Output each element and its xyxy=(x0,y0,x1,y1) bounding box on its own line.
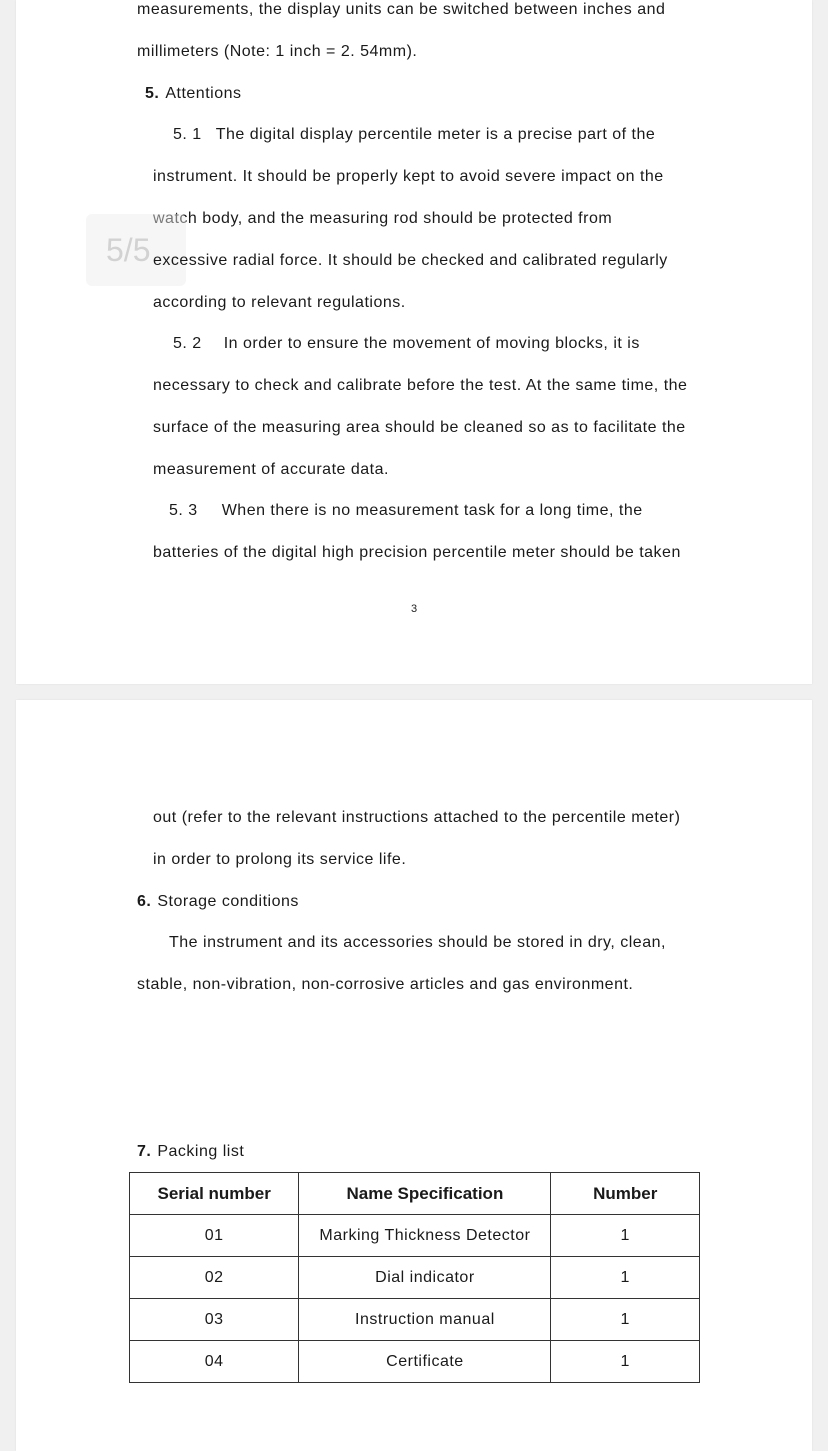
table-header-row xyxy=(130,1173,700,1215)
section-number: 6. xyxy=(137,893,152,910)
table-cell: 1 xyxy=(551,1341,700,1383)
table-cell: 02 xyxy=(130,1257,299,1299)
text-line: surface of the measuring area should be cleaned so as to facilitate the xyxy=(153,419,686,436)
text-line: according to relevant regulations. xyxy=(153,294,406,311)
text-line: millimeters (Note: 1 inch = 2. 54mm). xyxy=(137,43,418,60)
section-5-heading xyxy=(145,84,242,104)
text-line: measurement of accurate data. xyxy=(153,461,389,478)
column-header: Name Specification xyxy=(299,1173,551,1215)
section-6-heading xyxy=(137,892,299,912)
table-cell: Marking Thickness Detector xyxy=(299,1215,551,1257)
table-row xyxy=(130,1341,700,1383)
text-line: watch body, and the measuring rod should be protected from xyxy=(153,210,613,227)
section-title: Attentions xyxy=(165,85,242,102)
packing-list-table xyxy=(129,1172,700,1383)
section-7-heading xyxy=(137,1142,244,1162)
table-cell: Certificate xyxy=(299,1341,551,1383)
item-number: 5. 2 xyxy=(173,335,202,352)
item-text: When there is no measurement task for a long time, the xyxy=(221,502,643,519)
table-cell: Dial indicator xyxy=(299,1257,551,1299)
text-line: batteries of the digital high precision percentile meter should be taken xyxy=(153,544,681,561)
table-cell: 1 xyxy=(551,1215,700,1257)
text-line: necessary to check and calibrate before the test. At the same time, the xyxy=(153,377,688,394)
table-cell: 04 xyxy=(130,1341,299,1383)
text-line: instrument. It should be properly kept to avoid severe impact on the xyxy=(153,168,664,185)
table-row xyxy=(130,1299,700,1341)
column-header: Number xyxy=(551,1173,700,1215)
page-indicator-badge: 5/5 xyxy=(86,214,186,286)
text-line: excessive radial force. It should be checked and calibrated regularly xyxy=(153,252,668,269)
section-title: Packing list xyxy=(157,1143,245,1160)
item-text: The digital display percentile meter is a precise part of the xyxy=(215,126,656,143)
section-number: 7. xyxy=(137,1143,152,1160)
table-cell: 03 xyxy=(130,1299,299,1341)
item-number: 5. 1 xyxy=(173,126,202,143)
item-5-1-first-line xyxy=(173,125,655,145)
section-number: 5. xyxy=(145,85,160,102)
table-row xyxy=(130,1257,700,1299)
table-cell: 1 xyxy=(551,1257,700,1299)
page-number: 3 xyxy=(410,603,418,615)
table-cell: 01 xyxy=(130,1215,299,1257)
text-line: stable, non-vibration, non-corrosive articles and gas environment. xyxy=(137,976,634,993)
document-page-1 xyxy=(16,0,812,684)
item-text: In order to ensure the movement of moving blocks, it is xyxy=(223,335,640,352)
table-cell: 1 xyxy=(551,1299,700,1341)
item-5-3-first-line xyxy=(169,501,643,521)
text-line: out (refer to the relevant instructions attached to the percentile meter) xyxy=(153,809,681,826)
table-cell: Instruction manual xyxy=(299,1299,551,1341)
section-title: Storage conditions xyxy=(157,893,299,910)
document-page-2 xyxy=(16,700,812,1451)
text-line: in order to prolong its service life. xyxy=(153,851,407,868)
table-row xyxy=(130,1215,700,1257)
item-number: 5. 3 xyxy=(169,502,198,519)
item-5-2-first-line xyxy=(173,334,640,354)
text-line: The instrument and its accessories should be stored in dry, clean, xyxy=(169,934,666,951)
text-line: measurements, the display units can be switched between inches and xyxy=(137,1,666,18)
column-header: Serial number xyxy=(130,1173,299,1215)
